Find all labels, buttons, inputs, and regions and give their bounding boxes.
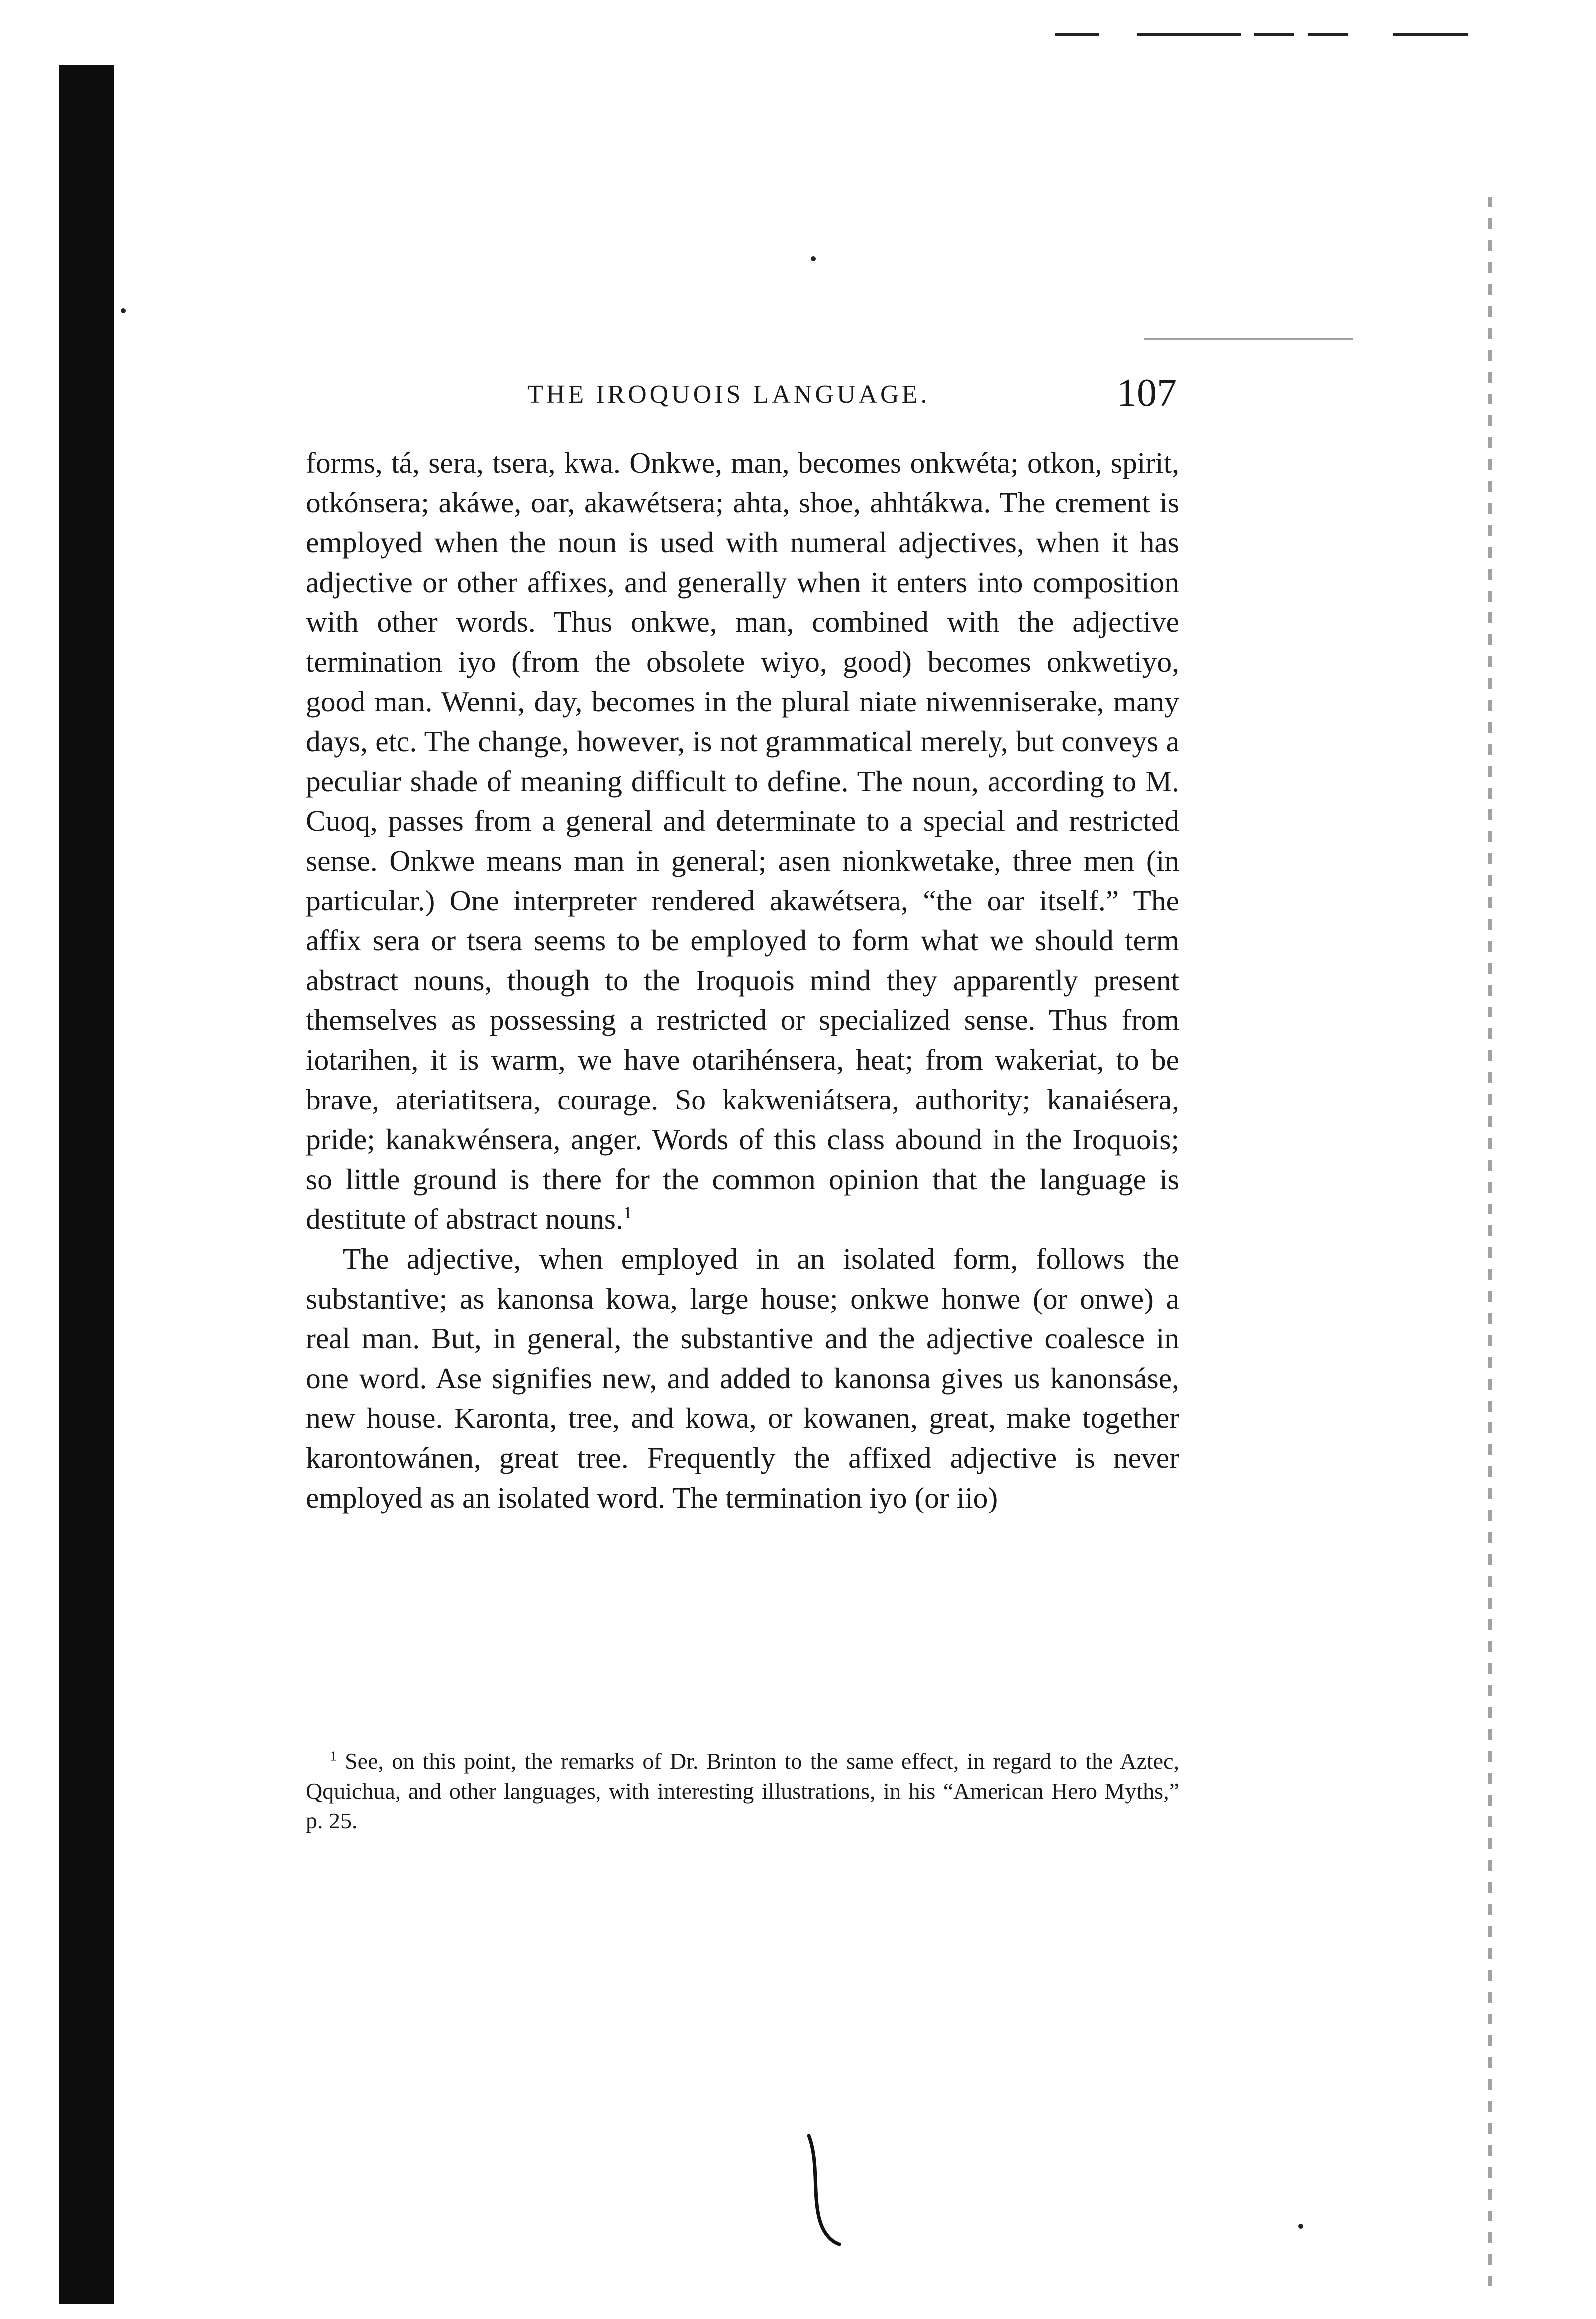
- page-right-edge: [1488, 197, 1492, 2286]
- page-number: 107: [1117, 371, 1177, 415]
- footnote: [306, 1746, 1179, 1836]
- paragraph-2: The adjective, when employed in an isolated form, follows the substantive; as kanonsa kowa, large house; onkwe honwe (or onwe) a real man. But, in general, the substantive and the adjective coalesce in one word. Ase signifies new, and added to kanonsa gives us kanonsáse, new house. Karonta, tree, and kowa, or kowanen, great, make together karontowánen, great tree. Frequently the affixed adjective is never employed as an isolated word. The termination iyo (or iio): [306, 1242, 1179, 1514]
- running-header: [527, 371, 1177, 420]
- body-text: [306, 443, 1179, 1517]
- footnote-marker: 1: [330, 1748, 337, 1764]
- scan-artifact: [1308, 33, 1348, 36]
- scan-artifact: [811, 256, 816, 261]
- scan-artifact: [1254, 33, 1294, 36]
- scan-artifact: [121, 308, 126, 313]
- page-binding-shadow: [59, 65, 114, 2304]
- paragraph-text: forms, tá, sera, tsera, kwa. Onkwe, man, becomes onkwéta; otkon, spirit, otkónsera; akáwe, oar, akawétsera; ahta, shoe, ahhtákwa. The crement is employed when the noun is used with numeral adjectives, when it has adjective or other affixes, and generally when it enters into composition with other words. Thus onkwe, man, combined with the adjective termination iyo (from the obsolete wiyo, good) becomes onkwetiyo, good man. Wenni, day, becomes in the plural niate niwenniserake, many days, etc. The change, however, is not grammatical merely, but conveys a peculiar shade of meaning difficult to define. The noun, according to M. Cuoq, passes from a general and determinate to a special and restricted sense. Onkwe means man in general; asen nionkwetake, three men (in particular.) One interpreter rendered akawétsera, “the oar itself.” The affix sera or tsera seems to be employed to form what we should term abstract nouns, though to the Iroquois mind they apparently present themselves as possessing a restricted or specialized sense. Thus from iotarihen, it is warm, we have otarihénsera, heat; from wakeriat, to be brave, ateriatitsera, courage. So kakweniátsera, authority; kanaiésera, pride; kanakwénsera, anger. Words of this class abound in the Iroquois; so little ground is there for the common opinion that the language is destitute of abstract nouns.: [306, 446, 1179, 1235]
- scan-artifact: [1298, 2224, 1303, 2229]
- footnote-text: See, on this point, the remarks of Dr. Brinton to the same effect, in regard to the Aztec, Qquichua, and other languages, with interesting illustrations, in his “American Hero Myths,” p. 25.: [306, 1748, 1179, 1833]
- scan-artifact: [1393, 33, 1468, 36]
- scan-artifact: [1144, 338, 1353, 340]
- paragraph-1: [306, 443, 1179, 1239]
- scan-artifact-mark: [798, 2129, 843, 2249]
- footnote-reference: 1: [623, 1203, 632, 1223]
- scan-artifact: [1137, 33, 1241, 36]
- running-title: THE IROQUOIS LANGUAGE.: [527, 380, 930, 408]
- scan-artifact: [1055, 33, 1099, 36]
